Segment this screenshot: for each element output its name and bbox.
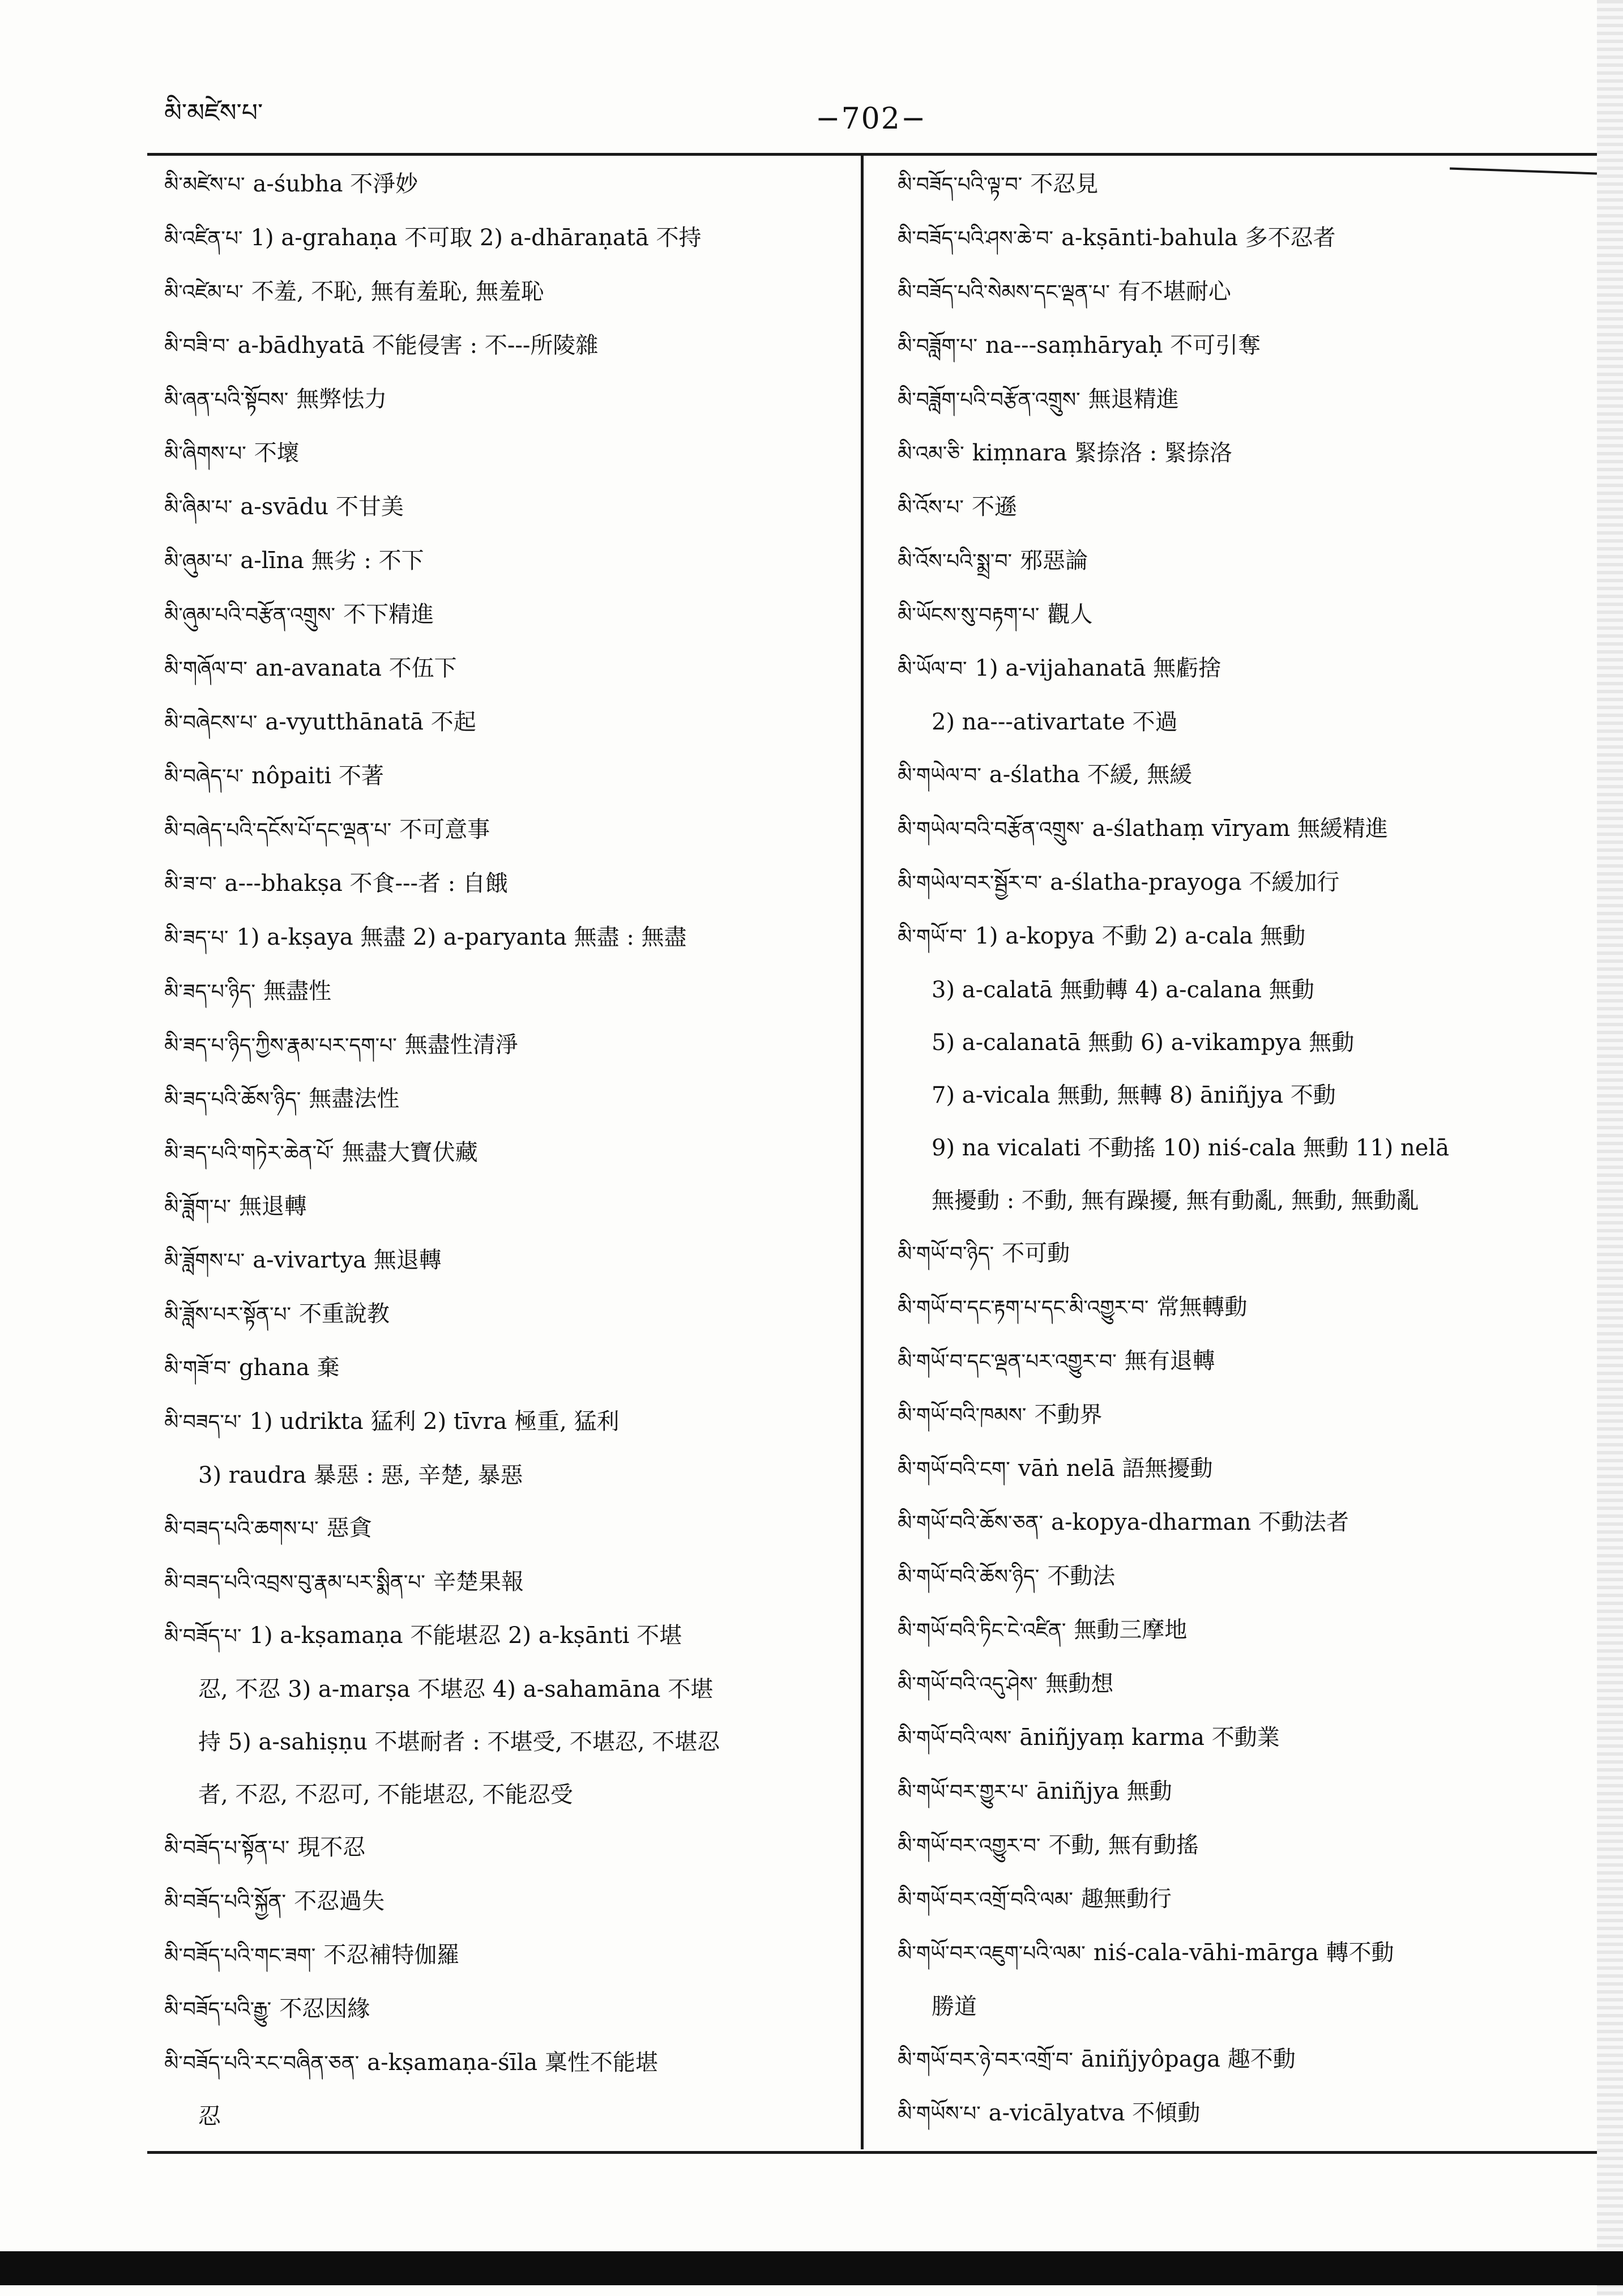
- entry-term: མི་བཟོད་པའི་ལྟ་བ་: [898, 173, 1023, 197]
- dictionary-entry: [898, 440, 1580, 467]
- entry-term: མི་གཡོ་བའི་འདུ་ཤེས་: [898, 1673, 1038, 1696]
- dictionary-entry: [164, 1782, 847, 1808]
- entry-definition: 7) a-vicala 無動, 無轉 8) āniñjya 不動: [932, 1082, 1336, 1108]
- dictionary-entry: [898, 548, 1580, 575]
- entry-definition: 勝道: [932, 1994, 977, 2020]
- dictionary-entry: [164, 817, 847, 844]
- dictionary-entry: [164, 2103, 847, 2129]
- entry-definition: na---saṃhāryaḥ 不可引奪: [985, 332, 1261, 359]
- entry-definition: 無退精進: [1088, 386, 1179, 412]
- dictionary-entry: [164, 1942, 847, 1969]
- dictionary-entry: [898, 923, 1580, 950]
- entry-term: མི་གཡོ་བའི་ཏིང་ངེ་འཛིན་: [898, 1619, 1066, 1642]
- entry-term: མི་ཟློག་པ་: [164, 1196, 231, 1219]
- entry-definition: 不動, 無有動搖: [1048, 1832, 1199, 1858]
- entry-definition: 不遜: [971, 494, 1017, 520]
- entry-definition: āniñjyaṃ karma 不動業: [1019, 1725, 1280, 1751]
- entry-term: མི་ཟད་པ་: [164, 927, 229, 950]
- entry-definition: 不可意事: [399, 817, 490, 843]
- dictionary-entry: [898, 1725, 1580, 1752]
- dictionary-entry: [898, 601, 1580, 629]
- dictionary-entry: [164, 1996, 847, 2023]
- top-rule: [147, 153, 1597, 156]
- entry-definition: a-vyutthānatā 不起: [265, 709, 476, 735]
- dictionary-entry: [898, 386, 1580, 413]
- entry-definition: a-kṣamaṇa-śīla 稟性不能堪: [367, 2050, 658, 2076]
- entry-term: མི་གཡོ་བའི་ངག་: [898, 1458, 1010, 1481]
- dictionary-entry: [164, 924, 847, 951]
- entry-definition: a-kopya-dharman 不動法者: [1051, 1509, 1349, 1535]
- dictionary-entry: [898, 1082, 1580, 1108]
- entry-definition: nôpaiti 不著: [251, 763, 384, 789]
- dictionary-entry: [164, 1462, 847, 1488]
- dictionary-entry: [164, 1729, 847, 1755]
- entry-definition: 無盡法性: [309, 1086, 400, 1112]
- dictionary-entry: [164, 548, 847, 575]
- dictionary-entry: [164, 1409, 847, 1436]
- entry-term: མི་བཟློག་པའི་བརྩོན་འགྲུས་: [898, 389, 1080, 412]
- entry-term: མི་ཞན་པའི་སྟོབས་: [164, 389, 289, 412]
- dictionary-entry: [898, 1886, 1580, 1913]
- entry-definition: a-svādu 不甘美: [240, 494, 404, 520]
- entry-term: མི་བཟོད་པའི་གང་ཟག་: [164, 1944, 316, 1968]
- entry-definition: an-avanata 不伍下: [255, 655, 457, 681]
- dictionary-entry: [164, 440, 847, 467]
- running-head: མི་མཛེས་པ་: [164, 99, 263, 127]
- entry-term: མི་ཡོངས་སུ་བརྟག་པ་: [898, 604, 1040, 627]
- entry-definition: 無擾動 : 不動, 無有躁擾, 無有動亂, 無動, 無動亂: [932, 1188, 1419, 1214]
- dictionary-entry: [898, 869, 1580, 897]
- bottom-rule: [147, 2151, 1597, 2154]
- entry-term: མི་བཟོད་པའི་ཤས་ཆེ་བ་: [898, 227, 1054, 250]
- entry-term: མི་བཟོད་པ་སྟོན་པ་: [164, 1837, 290, 1860]
- entry-definition: āniñjyôpaga 趣不動: [1080, 2046, 1296, 2072]
- entry-term: མི་བཟློག་པ་: [898, 335, 978, 358]
- entry-definition: 不下精進: [343, 601, 434, 628]
- entry-term: མི་བཞེད་པའི་དངོས་པོ་དང་ལྡན་པ་: [164, 819, 392, 842]
- entry-definition: a-ślatha 不緩, 無緩: [989, 762, 1193, 788]
- entry-definition: a-ślatha-prayoga 不緩加行: [1050, 869, 1340, 895]
- dictionary-entry: [898, 762, 1580, 789]
- entry-term: མི་བཟི་བ་: [164, 335, 230, 358]
- entry-definition: 無盡大寶伏藏: [341, 1140, 478, 1166]
- dictionary-entry: [164, 1834, 847, 1862]
- dictionary-entry: [898, 225, 1580, 252]
- dictionary-entry: [898, 1509, 1580, 1537]
- entry-definition: 常無轉動: [1156, 1294, 1248, 1320]
- dictionary-entry: [898, 816, 1580, 843]
- dictionary-entry: [164, 1032, 847, 1059]
- entry-term: མི་གཡོ་བའི་ལས་: [898, 1727, 1012, 1750]
- dictionary-entry: [898, 1940, 1580, 1967]
- entry-term: མི་མཛེས་པ་: [164, 173, 245, 197]
- entry-definition: kiṃnara 緊捺洛 : 緊捺洛: [972, 440, 1232, 466]
- entry-definition: 惡貪: [326, 1515, 372, 1541]
- entry-term: མི་བཟོད་པ་: [164, 1625, 242, 1648]
- entry-definition: a-vivartya 無退轉: [253, 1247, 442, 1273]
- dictionary-entry: [898, 494, 1580, 521]
- entry-term: མི་ཟད་པའི་གཏེར་ཆེན་པོ་: [164, 1142, 334, 1165]
- entry-term: མི་བཟད་པའི་འབྲས་བུ་རྣམ་པར་སྨིན་པ་: [164, 1571, 425, 1594]
- dictionary-entry: [164, 279, 847, 306]
- dictionary-entry: [164, 601, 847, 629]
- entry-definition: 趣無動行: [1080, 1886, 1172, 1912]
- entry-term: མི་ཞུམ་པ་: [164, 550, 233, 573]
- entry-definition: 3) raudra 暴惡 : 惡, 辛楚, 暴惡: [198, 1462, 523, 1488]
- entry-definition: 1) a-vijahanatā 無虧捨: [975, 655, 1221, 681]
- dictionary-entry: [898, 1294, 1580, 1321]
- dictionary-entry: [164, 763, 847, 790]
- entry-definition: 觀人: [1047, 601, 1093, 628]
- entry-term: མི་འཛེམ་པ་: [164, 281, 244, 304]
- dictionary-entry: [164, 1355, 847, 1382]
- entry-definition: 不忍補特伽羅: [323, 1942, 460, 1968]
- entry-definition: 無退轉: [238, 1193, 307, 1219]
- entry-term: མི་ཟློས་པར་སྟོན་པ་: [164, 1303, 292, 1326]
- entry-term: མི་གཡོ་བ་དང་རྟག་པ་དང་མི་འགྱུར་བ་: [898, 1296, 1149, 1320]
- entry-definition: 1) a-kṣamaṇa 不能堪忍 2) a-kṣānti 不堪: [249, 1623, 682, 1649]
- entry-term: མི་གཡོ་བ་དང་ལྡན་པར་འགྱུར་བ་: [898, 1350, 1117, 1373]
- entry-term: མི་ཟ་བ་: [164, 873, 217, 896]
- entry-definition: a-ślathaṃ vīryam 無緩精進: [1092, 816, 1389, 842]
- dictionary-entry: [164, 870, 847, 898]
- entry-definition: ghana 棄: [238, 1355, 340, 1381]
- dictionary-entry: [164, 1623, 847, 1650]
- entry-definition: 3) a-calatā 無動轉 4) a-calana 無動: [932, 977, 1314, 1003]
- left-column: [164, 171, 847, 2156]
- dictionary-entry: [164, 1247, 847, 1274]
- dictionary-entry: [898, 1563, 1580, 1590]
- dictionary-entry: [898, 1456, 1580, 1483]
- entry-term: མི་གཡོ་བ་: [898, 925, 967, 949]
- entry-definition: 不羞, 不恥, 無有羞恥, 無羞恥: [251, 279, 544, 305]
- dictionary-entry: [898, 1832, 1580, 1859]
- entry-definition: 5) a-calanatā 無動 6) a-vikampya 無動: [932, 1030, 1355, 1056]
- dictionary-entry: [898, 2100, 1580, 2127]
- entry-definition: 現不忍: [297, 1834, 366, 1860]
- entry-term: མི་ཟད་པའི་ཆོས་ཉིད་: [164, 1088, 301, 1111]
- entry-term: མི་བཟོད་པའི་སྐྱོན་: [164, 1890, 287, 1914]
- entry-definition: āniñjya 無動: [1036, 1778, 1172, 1804]
- entry-term: མི་གཟོ་བ་: [164, 1357, 231, 1380]
- entry-definition: vāṅ nelā 語無擾動: [1018, 1456, 1213, 1482]
- column-divider: [861, 156, 864, 2149]
- entry-definition: a-śubha 不淨妙: [253, 171, 418, 197]
- dictionary-entry: [164, 1569, 847, 1596]
- dictionary-entry: [898, 977, 1580, 1003]
- entry-term: མི་ཡོལ་བ་: [898, 658, 967, 681]
- dictionary-entry: [898, 2046, 1580, 2073]
- entry-term: མི་གཡོ་བའི་ཆོས་ཅན་: [898, 1512, 1044, 1535]
- entry-definition: a-līna 無劣 : 不下: [240, 548, 424, 574]
- entry-definition: 不壞: [254, 440, 300, 466]
- dictionary-entry: [898, 1402, 1580, 1429]
- dictionary-entry: [164, 1515, 847, 1542]
- entry-definition: 不忍見: [1030, 171, 1099, 197]
- dictionary-entry: [898, 655, 1580, 682]
- entry-term: མི་བཟད་པ་: [164, 1411, 242, 1434]
- entry-term: མི་གཡོ་བར་འགྱུར་བ་: [898, 1834, 1041, 1858]
- entry-term: མི་ཟློགས་པ་: [164, 1249, 245, 1273]
- dictionary-entry: [898, 1348, 1580, 1375]
- dictionary-entry: [164, 1193, 847, 1220]
- entry-definition: 不動界: [1034, 1402, 1103, 1428]
- dictionary-entry: [164, 494, 847, 521]
- entry-term: མི་གཡོས་པ་: [898, 2102, 981, 2126]
- dictionary-entry: [164, 386, 847, 413]
- entry-term: མི་བཟོད་པའི་རང་བཞིན་ཅན་: [164, 2052, 360, 2075]
- entry-term: མི་ཞིགས་པ་: [164, 442, 246, 466]
- entry-definition: 不忍因緣: [279, 1996, 370, 2022]
- entry-term: མི་བཟོད་པའི་རྒྱུ་: [164, 1998, 272, 2021]
- entry-definition: 者, 不忍, 不忍可, 不能堪忍, 不能忍受: [198, 1782, 573, 1808]
- entry-definition: 持 5) a-sahiṣṇu 不堪耐者 : 不堪受, 不堪忍, 不堪忍: [198, 1729, 720, 1755]
- bottom-scan-band: [0, 2251, 1623, 2285]
- entry-definition: a---bhakṣa 不食---者 : 自餓: [224, 870, 508, 897]
- entry-term: མི་གཞོལ་བ་: [164, 658, 247, 681]
- entry-definition: niś-cala-vāhi-mārga 轉不動: [1093, 1940, 1394, 1966]
- entry-term: མི་བཟོད་པའི་སེམས་དང་ལྡན་པ་: [898, 281, 1110, 304]
- dictionary-entry: [898, 279, 1580, 306]
- dictionary-entry: [164, 225, 847, 252]
- dictionary-entry: [164, 2050, 847, 2077]
- dictionary-entry: [164, 1301, 847, 1328]
- entry-definition: 無有退轉: [1124, 1348, 1215, 1374]
- entry-definition: 忍: [198, 2103, 221, 2129]
- entry-definition: 不忍過失: [294, 1888, 385, 1914]
- dictionary-entry: [164, 655, 847, 682]
- entry-term: མི་གཡེལ་བར་སྦྱོར་བ་: [898, 872, 1043, 895]
- entry-definition: 1) udrikta 猛利 2) tīvra 極重, 猛利: [249, 1409, 620, 1435]
- entry-term: མི་གཡེལ་བའི་བརྩོན་འགྲུས་: [898, 818, 1084, 841]
- dictionary-entry: [164, 709, 847, 736]
- entry-term: མི་བཟད་པའི་ཆགས་པ་: [164, 1517, 319, 1540]
- entry-term: མི་འཛིན་པ་: [164, 227, 243, 250]
- dictionary-entry: [164, 978, 847, 1005]
- entry-definition: a-vicālyatva 不傾動: [988, 2100, 1201, 2126]
- entry-definition: a-kṣānti-bahula 多不忍者: [1061, 225, 1336, 251]
- dictionary-entry: [898, 1240, 1580, 1268]
- entry-definition: 不重說教: [299, 1301, 390, 1327]
- entry-term: མི་གཡེལ་བ་: [898, 764, 981, 787]
- dictionary-entry: [164, 1086, 847, 1113]
- entry-definition: 有不堪耐心: [1117, 279, 1231, 305]
- entry-definition: 無動想: [1045, 1671, 1114, 1697]
- entry-term: མི་ཟད་པ་ཉིད་: [164, 980, 256, 1004]
- entry-definition: 1) a-grahaṇa 不可取 2) a-dhāraṇatā 不持: [250, 225, 702, 251]
- entry-definition: 不可動: [1002, 1240, 1070, 1266]
- dictionary-entry: [898, 1778, 1580, 1806]
- entry-term: མི་འོས་པ་: [898, 496, 964, 519]
- entry-term: མི་གཡོ་བར་འཇུག་པའི་ལམ་: [898, 1942, 1086, 1965]
- dictionary-entry: [898, 1188, 1580, 1214]
- scan-edge-shading: [1597, 0, 1623, 2296]
- entry-term: མི་འོས་པའི་སྨྲ་བ་: [898, 550, 1013, 573]
- entry-term: མི་གཡོ་བར་འགྲོ་བའི་ལམ་: [898, 1888, 1073, 1911]
- dictionary-entry: [164, 332, 847, 360]
- entry-term: མི་ཟད་པ་ཉིད་ཀྱིས་རྣམ་པར་དག་པ་: [164, 1034, 397, 1057]
- entry-term: མི་གཡོ་བ་ཉིད་: [898, 1243, 994, 1266]
- entry-definition: 無弊怯力: [296, 386, 387, 412]
- entry-definition: 1) a-kopya 不動 2) a-cala 無動: [975, 923, 1306, 949]
- entry-term: མི་བཞེད་པ་: [164, 765, 244, 788]
- entry-term: མི་གཡོ་བའི་ཁམས་: [898, 1404, 1027, 1427]
- dictionary-entry: [164, 1676, 847, 1702]
- dictionary-entry: [898, 1671, 1580, 1698]
- dictionary-entry: [898, 171, 1580, 198]
- entry-definition: 忍, 不忍 3) a-marṣa 不堪忍 4) a-sahamāna 不堪: [198, 1676, 714, 1702]
- dictionary-entry: [898, 1994, 1580, 2020]
- page-number: −702−: [815, 102, 927, 136]
- entry-term: མི་གཡོ་བར་གྱུར་པ་: [898, 1781, 1028, 1804]
- dictionary-entry: [898, 332, 1580, 360]
- entry-definition: 無動三摩地: [1074, 1617, 1188, 1643]
- dictionary-entry: [898, 1135, 1580, 1161]
- dictionary-entry: [164, 1888, 847, 1915]
- entry-definition: 2) na---ativartate 不過: [932, 709, 1178, 735]
- entry-definition: 1) a-kṣaya 無盡 2) a-paryanta 無盡 : 無盡: [236, 924, 687, 950]
- entry-term: མི་གཡོ་བའི་ཆོས་ཉིད་: [898, 1565, 1040, 1589]
- entry-definition: 邪惡論: [1020, 548, 1088, 574]
- entry-definition: 無盡性: [263, 978, 332, 1004]
- entry-definition: a-bādhyatā 不能侵害 : 不---所陵雜: [237, 332, 599, 359]
- entry-term: མི་འམ་ཅི་: [898, 442, 964, 466]
- dictionary-entry: [898, 709, 1580, 735]
- entry-definition: 9) na vicalati 不動搖 10) niś-cala 無動 11) nelā: [932, 1135, 1450, 1161]
- entry-term: མི་བཞེངས་པ་: [164, 711, 258, 735]
- entry-definition: 不動法: [1047, 1563, 1116, 1589]
- right-column: [898, 171, 1580, 2154]
- entry-definition: 辛楚果報: [433, 1569, 524, 1595]
- dictionary-entry: [164, 1140, 847, 1167]
- entry-term: མི་ཞིམ་པ་: [164, 496, 233, 519]
- dictionary-entry: [898, 1030, 1580, 1056]
- entry-term: མི་གཡོ་བར་ཉེ་བར་འགྲོ་བ་: [898, 2049, 1073, 2072]
- entry-definition: 無盡性清淨: [404, 1032, 518, 1058]
- entry-term: མི་ཞུམ་པའི་བརྩོན་འགྲུས་: [164, 604, 336, 627]
- dictionary-entry: [164, 171, 847, 198]
- dictionary-entry: [898, 1617, 1580, 1644]
